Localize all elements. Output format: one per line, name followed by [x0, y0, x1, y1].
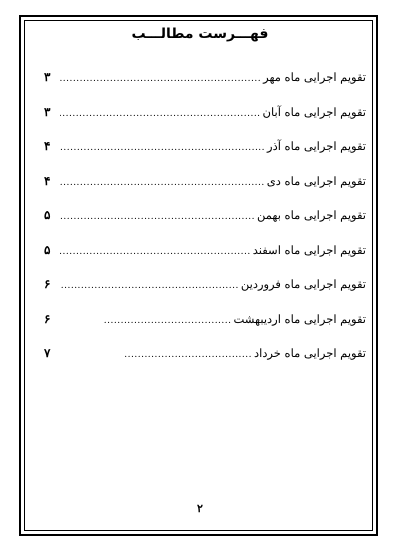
toc-entry-label: تقویم اجرایی ماه دی [266, 173, 366, 188]
toc-entry-label: تقویم اجرایی ماه خرداد [254, 346, 366, 360]
toc-entry-page: ۳ [44, 70, 51, 84]
toc-entry [44, 312, 366, 347]
toc-entry-page: ۶ [44, 277, 51, 291]
toc-leader-dots [60, 178, 265, 188]
toc-leader-dots [60, 143, 265, 153]
toc-leader-dots [60, 74, 261, 84]
toc-leader-dots [60, 247, 251, 257]
toc-entry-page: ۷ [44, 346, 51, 360]
toc-entry-label: تقویم اجرایی ماه آذر [267, 139, 366, 153]
toc-entry [44, 139, 366, 174]
toc-leader-dots [60, 109, 261, 119]
table-of-contents [44, 70, 366, 381]
toc-entry-label: تقویم اجرایی ماه مهر [263, 70, 366, 84]
page-number: ۲ [197, 502, 203, 515]
toc-leader-dots [60, 212, 255, 222]
toc-entry-label: تقویم اجرایی ماه آبان [262, 104, 366, 119]
toc-entry [44, 208, 366, 243]
toc-entry [44, 70, 366, 105]
toc-entry-page: ۶ [44, 311, 51, 326]
toc-entry-page: ۵ [44, 242, 51, 257]
toc-title: فهـــرست مطالـــب [131, 26, 269, 42]
toc-entry-label: تقویم اجرایی ماه بهمن [256, 208, 366, 222]
toc-entry-page: ۵ [44, 208, 51, 222]
toc-entry [44, 105, 366, 140]
toc-entry-label: تقویم اجرایی ماه اسفند [252, 242, 366, 257]
toc-entry-page: ۴ [44, 139, 51, 153]
toc-entry-page: ۴ [44, 173, 51, 188]
toc-entry-label: تقویم اجرایی ماه اردیبهشت [233, 311, 366, 326]
toc-entry-label: تقویم اجرایی ماه فروردین [240, 277, 366, 291]
toc-entry [44, 243, 366, 278]
toc-entry [44, 277, 366, 312]
toc-leader-dots [60, 281, 239, 291]
toc-entry-page: ۳ [44, 104, 51, 119]
toc-entry [44, 174, 366, 209]
toc-leader-dots [104, 316, 232, 326]
toc-entry [44, 346, 366, 381]
toc-leader-dots [124, 350, 252, 360]
